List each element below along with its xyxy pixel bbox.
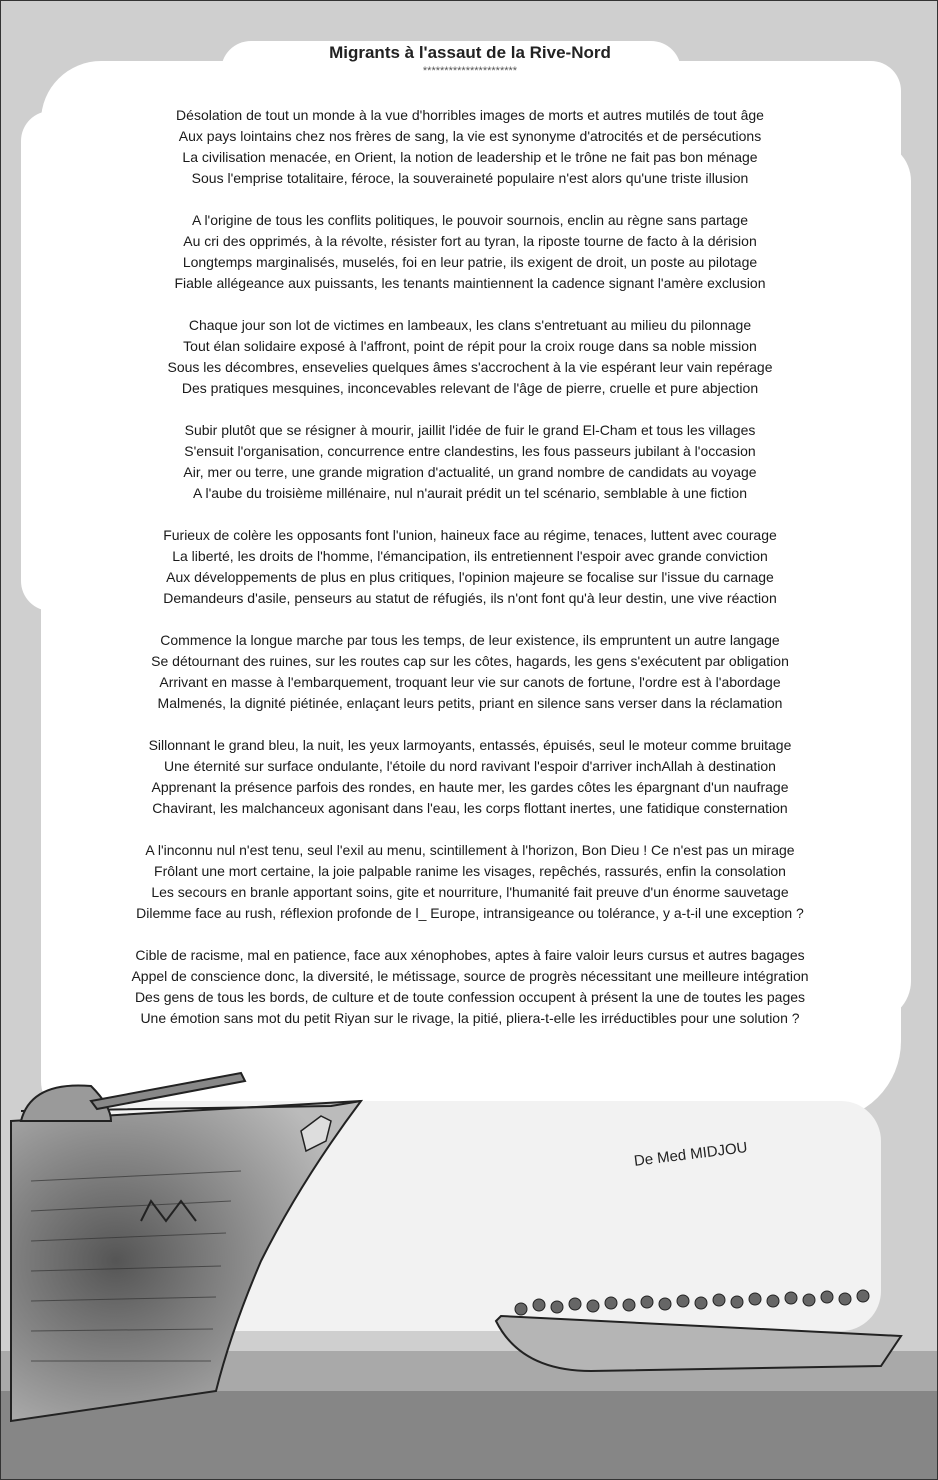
poem-line: A l'origine de tous les conflits politiques, le pouvoir sournois, enclin au règne sans partage	[191, 212, 748, 228]
poem-line: Tout élan solidaire exposé à l'affront, point de répit pour la croix rouge dans sa noble mission	[183, 338, 757, 354]
stanza	[1, 210, 938, 294]
poem-line: Demandeurs d'asile, penseurs au statut de réfugiés, ils n'ont font qu'à leur destin, une vive réaction	[163, 590, 777, 606]
poem-line: Une éternité sur surface ondulante, l'étoile du nord ravivant l'espoir d'arriver inchAllah à destination	[164, 758, 776, 774]
poem-line: Dilemme face au rush, réflexion profonde de l_ Europe, intransigeance ou tolérance, y a-t-il une exception ?	[136, 905, 804, 921]
poem-line: Chavirant, les malchanceux agonisant dans l'eau, les corps flottant inertes, une fatidique consternation	[152, 800, 788, 816]
poem-line: La civilisation menacée, en Orient, la notion de leadership et le trône ne fait pas bon ménage	[182, 149, 758, 165]
sea-shadow	[1, 1391, 938, 1480]
poem-line: A l'aube du troisième millénaire, nul n'aurait prédit un tel scénario, semblable à une fiction	[193, 485, 747, 501]
gun-barrel	[91, 1073, 245, 1109]
poem-line: La liberté, les droits de l'homme, l'émancipation, ils entretiennent l'espoir avec grande conviction	[172, 548, 768, 564]
poem-line: Arrivant en masse à l'embarquement, troquant leur vie sur canots de fortune, l'ordre est à l'abordage	[159, 674, 781, 690]
poem-line: S'ensuit l'organisation, concurrence entre clandestins, les fous passeurs jubilant à l'occasion	[184, 443, 756, 459]
stanza-list	[1, 105, 938, 1029]
poem-line: Une émotion sans mot du petit Riyan sur le rivage, la pitié, pliera-t-elle les irréductibles pour une solution ?	[140, 1010, 800, 1026]
poem-line: Des pratiques mesquines, inconcevables relevant de l'âge de pierre, cruelle et pure abjection	[181, 380, 759, 396]
stanza	[1, 525, 938, 609]
poem-line: Se détournant des ruines, sur les routes cap sur les côtes, hagards, les gens s'exécutent par obligation	[151, 653, 789, 669]
stanza	[1, 630, 938, 714]
poem-line: Sous l'emprise totalitaire, féroce, la souveraineté populaire n'est alors qu'une triste illusion	[191, 170, 749, 186]
stanza	[1, 315, 938, 399]
boats-illustration	[1, 1061, 938, 1480]
poem-line: Les secours en branle apportant soins, gite et nourriture, l'humanité fait preuve d'un énorme sauvetage	[151, 884, 789, 900]
poem-line: Air, mer ou terre, une grande migration d'actualité, un grand nombre de candidats au voyage	[183, 464, 757, 480]
poem-line: Sillonnant le grand bleu, la nuit, les yeux larmoyants, entassés, épuisés, seul le moteur comme bruitage	[148, 737, 792, 753]
poem-line: Sous les décombres, ensevelies quelques âmes s'accrochent à la vie espérant leur vain repérage	[167, 359, 773, 375]
author-signature: De Med MIDJOU	[633, 1139, 749, 1170]
poem-line: Apprenant la présence parfois des rondes, en haute mer, les gardes côtes les épargnant d'un naufrage	[151, 779, 789, 795]
stanza	[1, 420, 938, 504]
poem-line: Appel de conscience donc, la diversité, le métissage, source de progrès nécessitant une meilleure intégration	[131, 968, 809, 984]
poem-line: Commence la longue marche par tous les temps, de leur existence, ils empruntent un autre langage	[160, 632, 780, 648]
poem-line: Furieux de colère les opposants font l'union, haineux face au régime, tenaces, luttent avec courage	[163, 527, 777, 543]
stanza	[1, 840, 938, 924]
poem-line: Subir plutôt que se résigner à mourir, jaillit l'idée de fuir le grand El-Cham et tous les villages	[184, 422, 756, 438]
poem-line: Malmenés, la dignité piétinée, enlaçant leurs petits, priant en silence sans verser dans la réclamation	[157, 695, 783, 711]
poem-line: Des gens de tous les bords, de culture et de toute confession occupent à présent la une de toutes les pages	[134, 989, 806, 1005]
poem	[1, 41, 938, 1050]
poem-line: Désolation de tout un monde à la vue d'horribles images de morts et autres mutilés de tout âge	[176, 107, 764, 123]
poem-line: Au cri des opprimés, à la révolte, résister fort au tyran, la riposte tourne de facto à la dérision	[183, 233, 757, 249]
stanza	[1, 735, 938, 819]
poem-line: Aux développements de plus en plus critiques, l'opinion majeure se focalise sur l'issue du carnage	[166, 569, 774, 585]
title-separator: **********************	[422, 65, 518, 77]
stanza	[1, 945, 938, 1029]
migrant-crowd	[515, 1290, 869, 1315]
poem-title: Migrants à l'assaut de la Rive-Nord	[329, 43, 611, 62]
poem-line: Fiable allégeance aux puissants, les tenants maintiennent la cadence signant l'amère exclusion	[174, 275, 766, 291]
migrant-boat-hull	[496, 1316, 901, 1371]
poem-line: Cible de racisme, mal en patience, face aux xénophobes, aptes à faire valoir leurs cursus et autres bagages	[135, 947, 805, 963]
poem-line: Longtemps marginalisés, muselés, foi en leur patrie, ils exigent de droit, un poste au pilotage	[182, 254, 758, 270]
poem-line: A l'inconnu nul n'est tenu, seul l'exil au menu, scintillement à l'horizon, Bon Dieu ! Ce n'est pas un mirage	[145, 842, 795, 858]
poem-line: Chaque jour son lot de victimes en lambeaux, les clans s'entretuant au milieu du pilonnage	[188, 317, 752, 333]
poem-line: Aux pays lointains chez nos frères de sang, la vie est synonyme d'atrocités et de persécutions	[178, 128, 762, 144]
stanza	[1, 105, 938, 189]
poem-line: Frôlant une mort certaine, la joie palpable ranime les visages, repêchés, rassurés, enfin la consolation	[154, 863, 786, 879]
